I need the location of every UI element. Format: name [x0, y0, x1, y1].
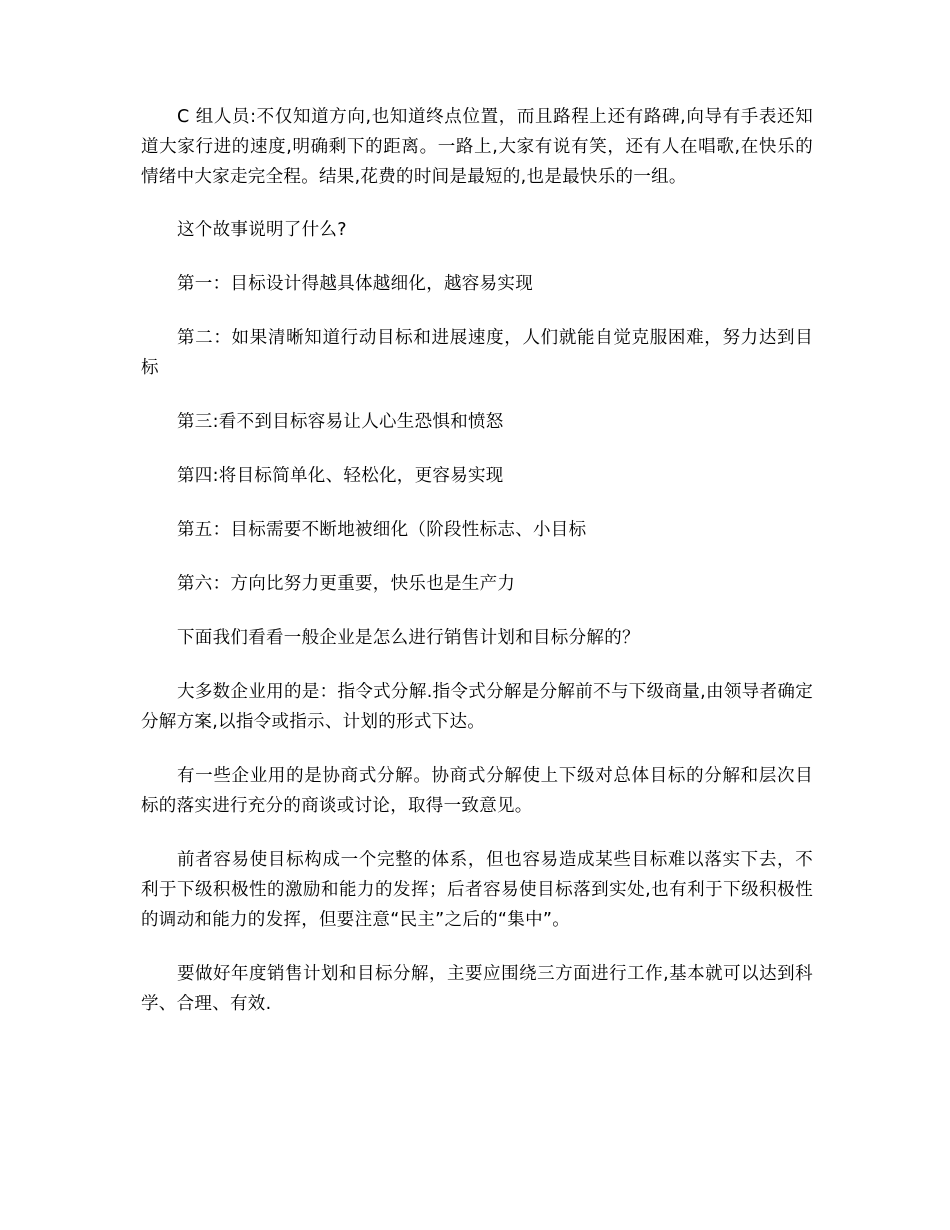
- paragraph-point-5: 第五：目标需要不断地被细化（阶段性标志、小目标: [177, 520, 587, 540]
- paragraph-point-1: 第一：目标设计得越具体越细化，越容易实现: [177, 274, 533, 294]
- paragraph-point-4: 第四:将目标简单化、轻松化，更容易实现: [177, 466, 504, 486]
- paragraph-question: 这个故事说明了什么?: [177, 220, 347, 240]
- paragraph-point-6: 第六：方向比努力更重要，快乐也是生产力: [177, 574, 516, 594]
- paragraph-conclusion: 要做好年度销售计划和目标分解，主要应围绕三方面进行工作,基本就可以达到科学、合理、有效.: [141, 964, 813, 1014]
- paragraph-comparison: 前者容易使目标构成一个完整的体系，但也容易造成某些目标难以落实下去，不利于下级积极性的激励和能力的发挥；后者容易使目标落到实处,也有利于下级积极性的调动和能力的发挥，但要注意“民主”之后的“集中”。: [141, 850, 813, 930]
- paragraph-directive-decomposition: 大多数企业用的是：指令式分解.指令式分解是分解前不与下级商量,由领导者确定分解方案,以指令或指示、计划的形式下达。: [141, 682, 813, 732]
- paragraph-point-3: 第三:看不到目标容易让人心生恐惧和愤怒: [177, 412, 504, 432]
- paragraph-c-group: C 组人员:不仅知道方向,也知道终点位置，而且路程上还有路碑,向导有手表还知道大家行进的速度,明确剩下的距离。一路上,大家有说有笑，还有人在唱歌,在快乐的情绪中大家走完全程。结果,花费的时间是最短的,也是最快乐的一组。: [141, 107, 813, 187]
- paragraph-intro-question: 下面我们看看一般企业是怎么进行销售计划和目标分解的？: [177, 628, 640, 648]
- document-page: [141, 102, 813, 1019]
- paragraph-consultative-decomposition: 有一些企业用的是协商式分解。协商式分解使上下级对总体目标的分解和层次目标的落实进行充分的商谈或讨论，取得一致意见。: [141, 766, 813, 816]
- paragraph-point-2: 第二：如果清晰知道行动目标和进展速度，人们就能自觉克服困难，努力达到目标: [141, 328, 813, 378]
